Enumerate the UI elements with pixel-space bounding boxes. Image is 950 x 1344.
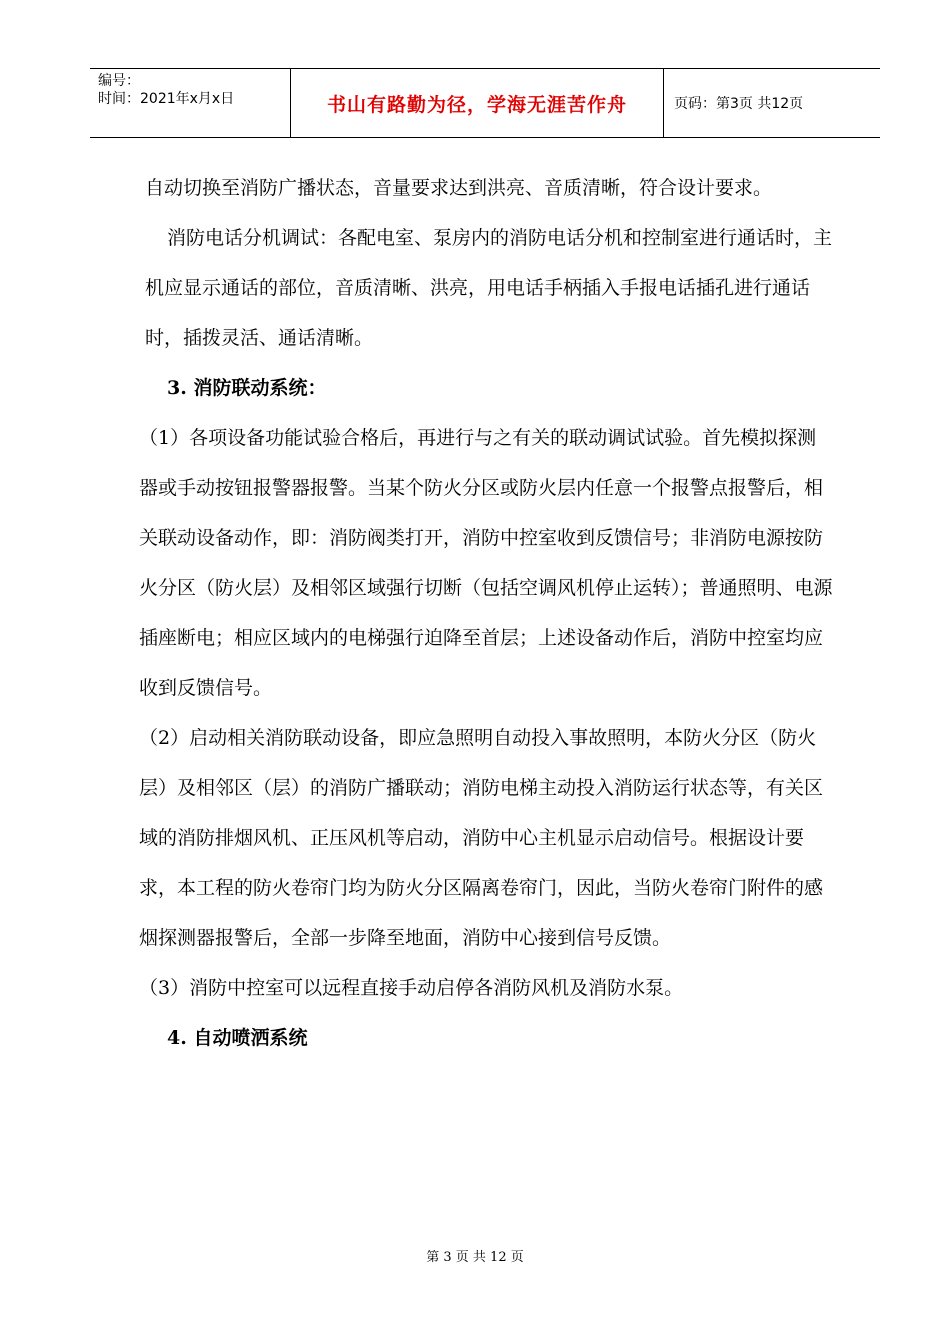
number-label: 编号： <box>98 73 140 89</box>
time-label: 时间：2021年x月x日 <box>98 91 235 107</box>
paragraph: 自动切换至消防广播状态，音量要求达到洪亮、音质清晰，符合设计要求。 <box>145 177 773 199</box>
page-info: 页码：第3页 共12页 <box>674 96 804 112</box>
paragraph: （3）消防中控室可以远程直接手动启停各消防风机及消防水泵。 <box>139 977 684 999</box>
header-meta <box>90 69 291 137</box>
page-footer: 第 3 页 共 12 页 <box>426 1250 524 1265</box>
document-body <box>139 163 835 1063</box>
section-heading: 4. 自动喷洒系统 <box>167 1027 308 1049</box>
motto: 书山有路勤为径，学海无涯苦作舟 <box>326 93 627 116</box>
header-motto-cell <box>291 69 664 137</box>
page-header <box>90 68 880 138</box>
paragraph: （1）各项设备功能试验合格后，再进行与之有关的联动调试试验。首先模拟探测器或手动按钮报警器报警。当某个防火分区或防火层内任意一个报警点报警后，相关联动设备动作，即：消防阀类打开，消防中控室收到反馈信号；非消防电源按防火分区（防火层）及相邻区域强行切断（包括空调风机停止运转）；普通照明、电源插座断电；相应区域内的电梯强行迫降至首层；上述设备动作后，消防中控室均应收到反馈信号。 <box>139 427 833 699</box>
paragraph: （2）启动相关消防联动设备，即应急照明自动投入事故照明，本防火分区（防火层）及相邻区（层）的消防广播联动；消防电梯主动投入消防运行状态等，有关区域的消防排烟风机、正压风机等启动，消防中心主机显示启动信号。根据设计要求，本工程的防火卷帘门均为防火分区隔离卷帘门，因此，当防火卷帘门附件的感烟探测器报警后，全部一步降至地面，消防中心接到信号反馈。 <box>139 727 824 949</box>
header-page-info <box>664 69 880 137</box>
paragraph: 消防电话分机调试：各配电室、泵房内的消防电话分机和控制室进行通话时，主机应显示通话的部位，音质清晰、洪亮，用电话手柄插入手报电话插孔进行通话时，插拨灵活、通话清晰。 <box>145 227 833 349</box>
section-heading: 3. 消防联动系统： <box>167 377 327 399</box>
